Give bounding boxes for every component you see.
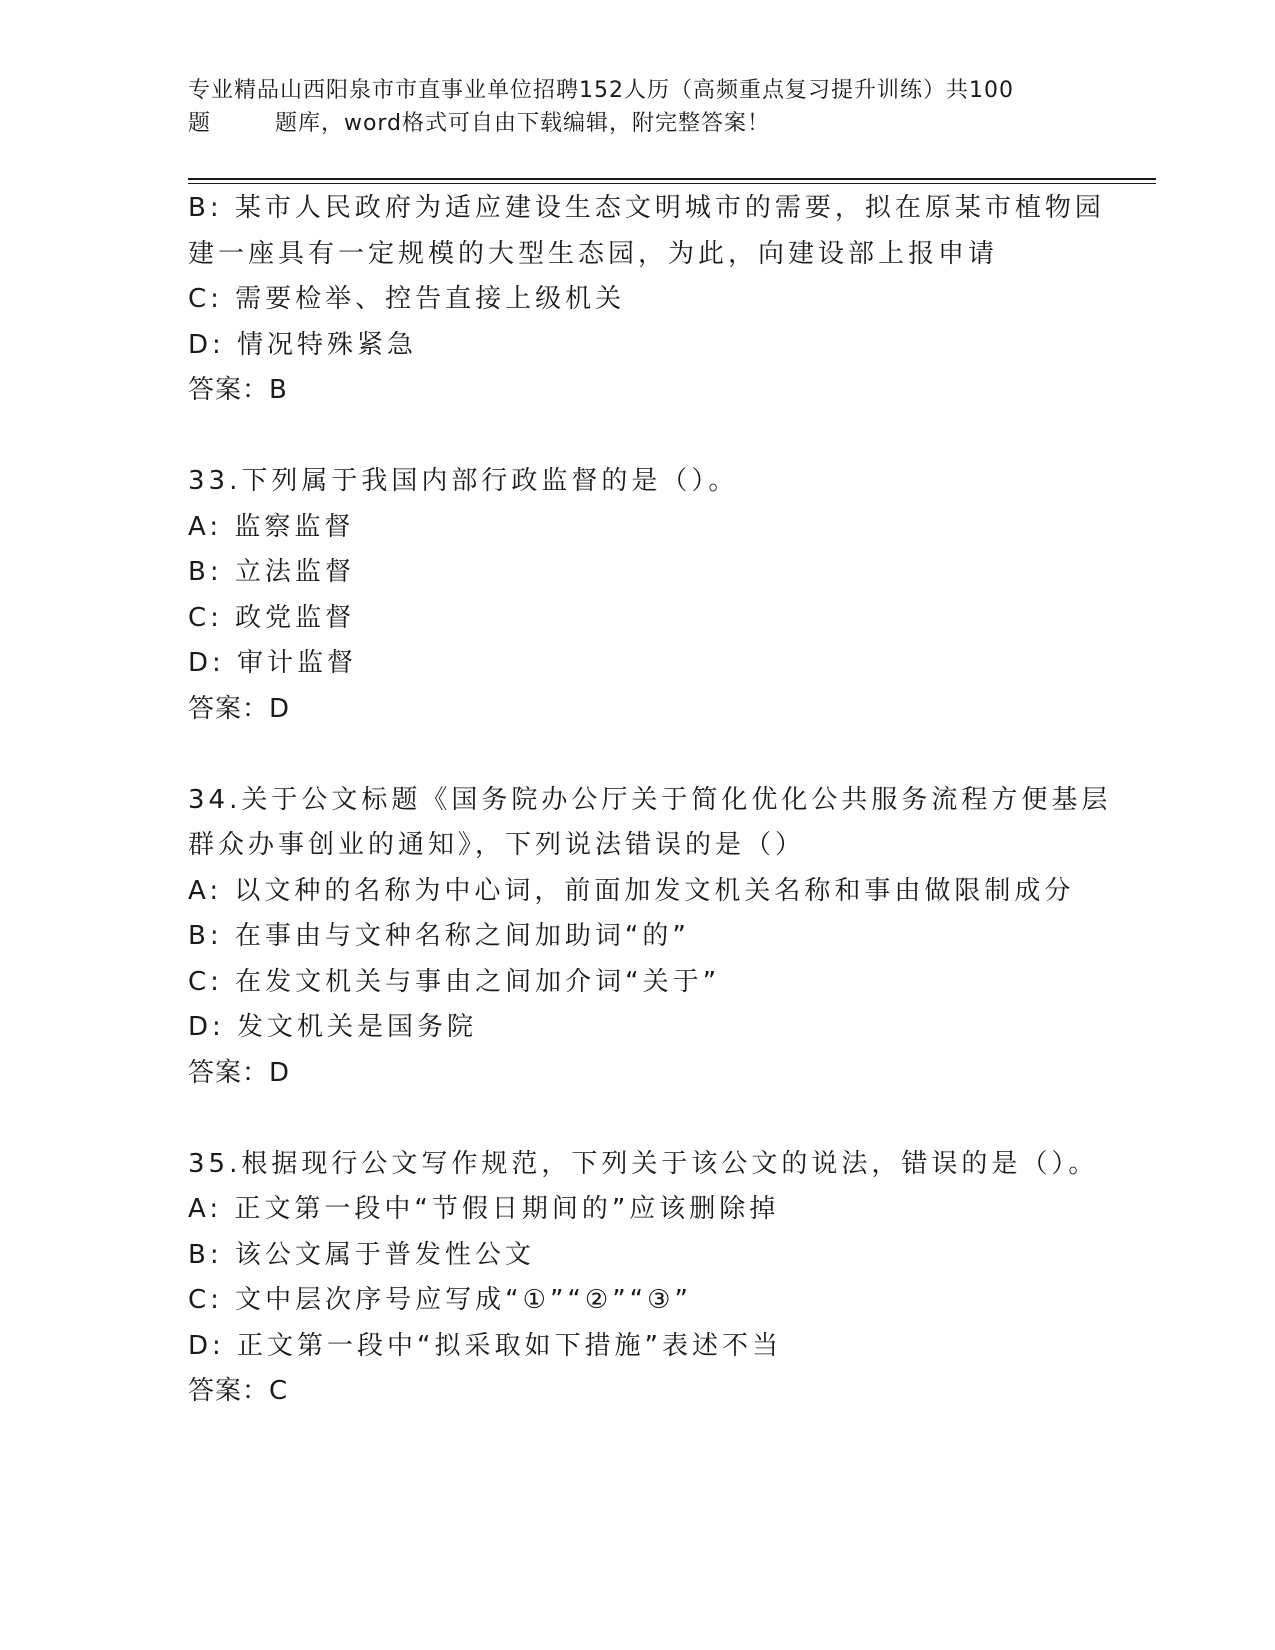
option-d: D: 发文机关是国务院 xyxy=(188,1012,478,1042)
answer: 答案：B xyxy=(188,375,288,405)
question-32-continued xyxy=(188,186,1105,414)
option-c: C: 文中层次序号应写成“①”“②”“③” xyxy=(188,1285,692,1315)
option-d: D: 审计监督 xyxy=(188,648,358,678)
question-text-continued: 群众办事创业的通知》，下列说法错误的是（） xyxy=(188,830,806,860)
question-33 xyxy=(188,459,1088,732)
question-35 xyxy=(188,1142,1099,1415)
option-b-continued: 建一座具有一定规模的大型生态园，为此，向建设部上报申请 xyxy=(188,238,999,269)
document-header xyxy=(188,74,1088,140)
option-c: C: 政党监督 xyxy=(188,602,356,633)
option-b: B: 立法监督 xyxy=(188,557,355,587)
option-b: B: 该公文属于普发性公文 xyxy=(188,1239,535,1270)
option-a: A: 以文种的名称为中心词，前面加发文机关名称和事由做限制成分 xyxy=(188,875,1075,906)
header-divider xyxy=(188,178,1156,180)
header-line-2: 题 题库，word格式可自由下载编辑，附完整答案！ xyxy=(188,111,771,136)
header-divider-thin xyxy=(188,183,1156,184)
option-c: C: 需要检举、控告直接上级机关 xyxy=(188,284,626,314)
question-text: 34.关于公文标题《国务院办公厅关于简化优化公共服务流程方便基层 xyxy=(188,784,1112,815)
header-line-1: 专业精品山西阳泉市市直事业单位招聘152人历（高频重点复习提升训练）共100 xyxy=(188,78,1014,103)
question-text: 33.下列属于我国内部行政监督的是（）。 xyxy=(188,466,739,496)
option-d: D: 情况特殊紧急 xyxy=(188,329,418,360)
option-c: C: 在发文机关与事由之间加介词“关于” xyxy=(188,966,721,997)
answer: 答案：C xyxy=(188,1376,289,1406)
answer: 答案：D xyxy=(188,1057,291,1088)
option-a: A: 正文第一段中“节假日期间的”应该删除掉 xyxy=(188,1194,780,1224)
answer: 答案：D xyxy=(188,693,291,724)
option-b: B: 在事由与文种名称之间加助词“的” xyxy=(188,921,690,951)
option-b: B: 某市人民政府为适应建设生态文明城市的需要，拟在原某市植物园 xyxy=(188,193,1105,223)
question-34 xyxy=(188,778,1112,1097)
option-a: A: 监察监督 xyxy=(188,511,355,542)
question-text: 35.根据现行公文写作规范，下列关于该公文的说法，错误的是（）。 xyxy=(188,1148,1099,1179)
question-content xyxy=(188,186,1112,1415)
option-d: D: 正文第一段中“拟采取如下措施”表述不当 xyxy=(188,1330,782,1361)
